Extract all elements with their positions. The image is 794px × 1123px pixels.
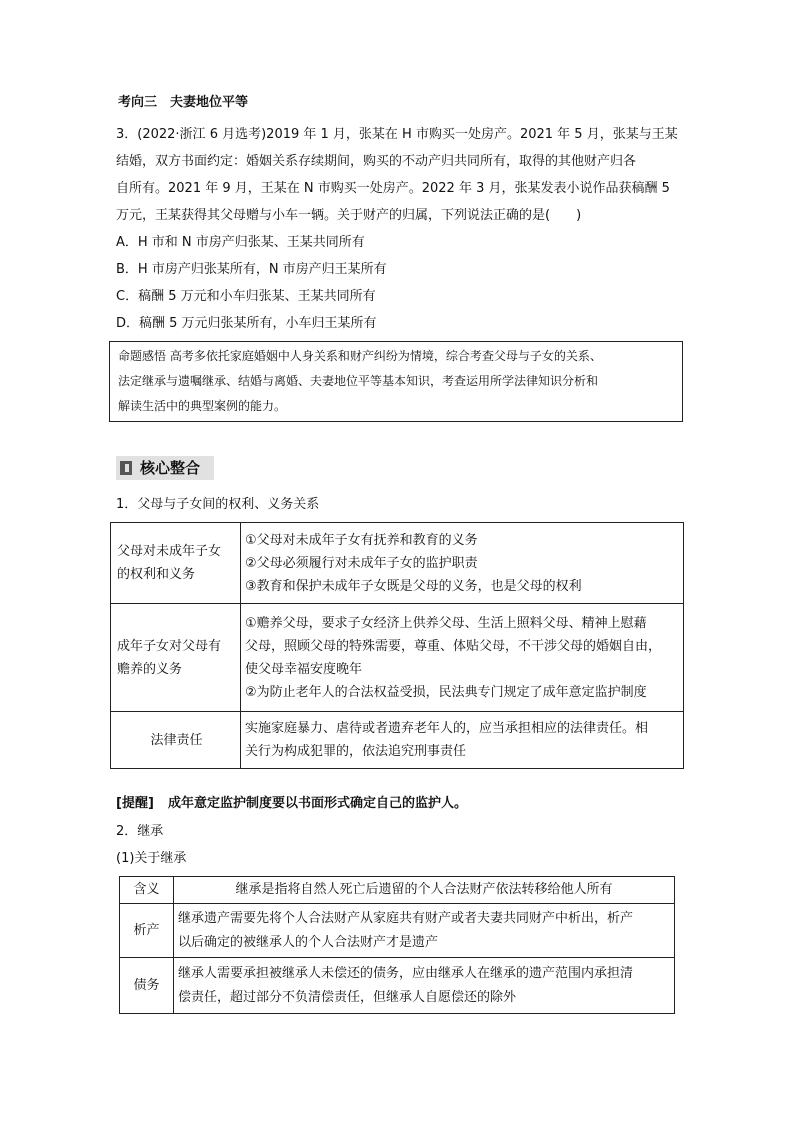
note-line-1: 命题感悟 高考多依托家庭婚姻中人身关系和财产纠纷为情境，综合考查父母与子女的关系、 [118,349,602,363]
tip-text: 成年意定监护制度要以书面形式确定自己的监护人。 [168,796,468,811]
table-row-content: 继承人需要承担被继承人未偿还的债务，应由继承人在继承的遗产范围内承担清 偿责任，超过部分不负清偿责任，但继承人自愿偿还的除外 [174,958,675,1014]
table-row [120,877,675,904]
table-row [111,523,684,604]
table-row-content: ①父母对未成年子女有抚养和教育的义务 ②父母必须履行对未成年子女的监护职责 ③教育和保护未成年子女既是父母的义务，也是父母的权利 [241,523,684,604]
question-line-4: 万元，王某获得其父母赠与小车一辆。关于财产的归属，下列说法正确的是( ) [116,208,582,223]
subsection-about-inheritance: (1)关于继承 [116,851,187,866]
table-row-content: 继承遗产需要先将个人合法财产从家庭共有财产或者夫妻共同财产中析出，析产 以后确定的被继承人的个人合法财产才是遗产 [174,904,675,958]
table-row-label: 成年子女对父母有 赡养的义务 [111,604,241,712]
table-row-label: 含义 [120,877,174,904]
note-line-2: 法定继承与遗嘱继承、结婚与离婚、夫妻地位平等基本知识，考查运用所学法律知识分析和 [118,374,599,388]
note-line-3: 解读生活中的典型案例的能力。 [118,399,287,413]
subsection-parent-child-rights: 1．父母与子女间的权利、义务关系 [116,497,320,512]
question-line-2: 结婚，双方书面约定：婚姻关系存续期间，购买的不动产归共同所有，取得的其他财产归各 [116,154,637,169]
exam-direction-heading: 考向三 夫妻地位平等 [118,95,249,110]
table-row [120,958,675,1014]
parent-child-rights-table [110,522,684,769]
table-row-label: 法律责任 [111,712,241,769]
table-row [120,904,675,958]
option-d: D．稿酬 5 万元归张某所有，小车归王某所有 [116,316,377,331]
question-line-3: 自所有。2021 年 9 月，王某在 N 市购买一处房产。2022 年 3 月，张某发表小说作品获稿酬 5 [116,181,670,196]
table-row-label: 父母对未成年子女 的权利和义务 [111,523,241,604]
proposition-note-box [109,341,683,422]
option-c: C．稿酬 5 万元和小车归张某、王某共同所有 [116,289,376,304]
section-marker-icon [120,461,132,475]
table-row-content: 实施家庭暴力、虐待或者遗弃老年人的，应当承担相应的法律责任。相 关行为构成犯罪的，依法追究刑事责任 [241,712,684,769]
inheritance-table [119,876,675,1014]
table-row-content: ①赡养父母，要求子女经济上供养父母、生活上照料父母、精神上慰藉 父母，照顾父母的特殊需要，尊重、体贴父母，不干涉父母的婚姻自由， 使父母幸福安度晚年 ②为防止老年人的合法权益受损，民法典专门规定了成年意定监护制度 [241,604,684,712]
option-b: B．H 市房产归张某所有，N 市房产归王某所有 [116,262,387,277]
section-header [116,456,214,480]
table-row-label: 析产 [120,904,174,958]
question-line-1: 3．(2022·浙江 6 月选考)2019 年 1 月，张某在 H 市购买一处房产。2021 年 5 月，张某与王某 [116,127,678,142]
table-row [111,604,684,712]
table-row [111,712,684,769]
tip-label: [提醒] [116,796,154,811]
table-row-label: 债务 [120,958,174,1014]
subsection-inheritance: 2．继承 [116,824,164,839]
option-a: A．H 市和 N 市房产归张某、王某共同所有 [116,235,365,250]
table-row-content: 继承是指将自然人死亡后遗留的个人合法财产依法转移给他人所有 [174,877,675,904]
section-title: 核心整合 [140,459,201,477]
